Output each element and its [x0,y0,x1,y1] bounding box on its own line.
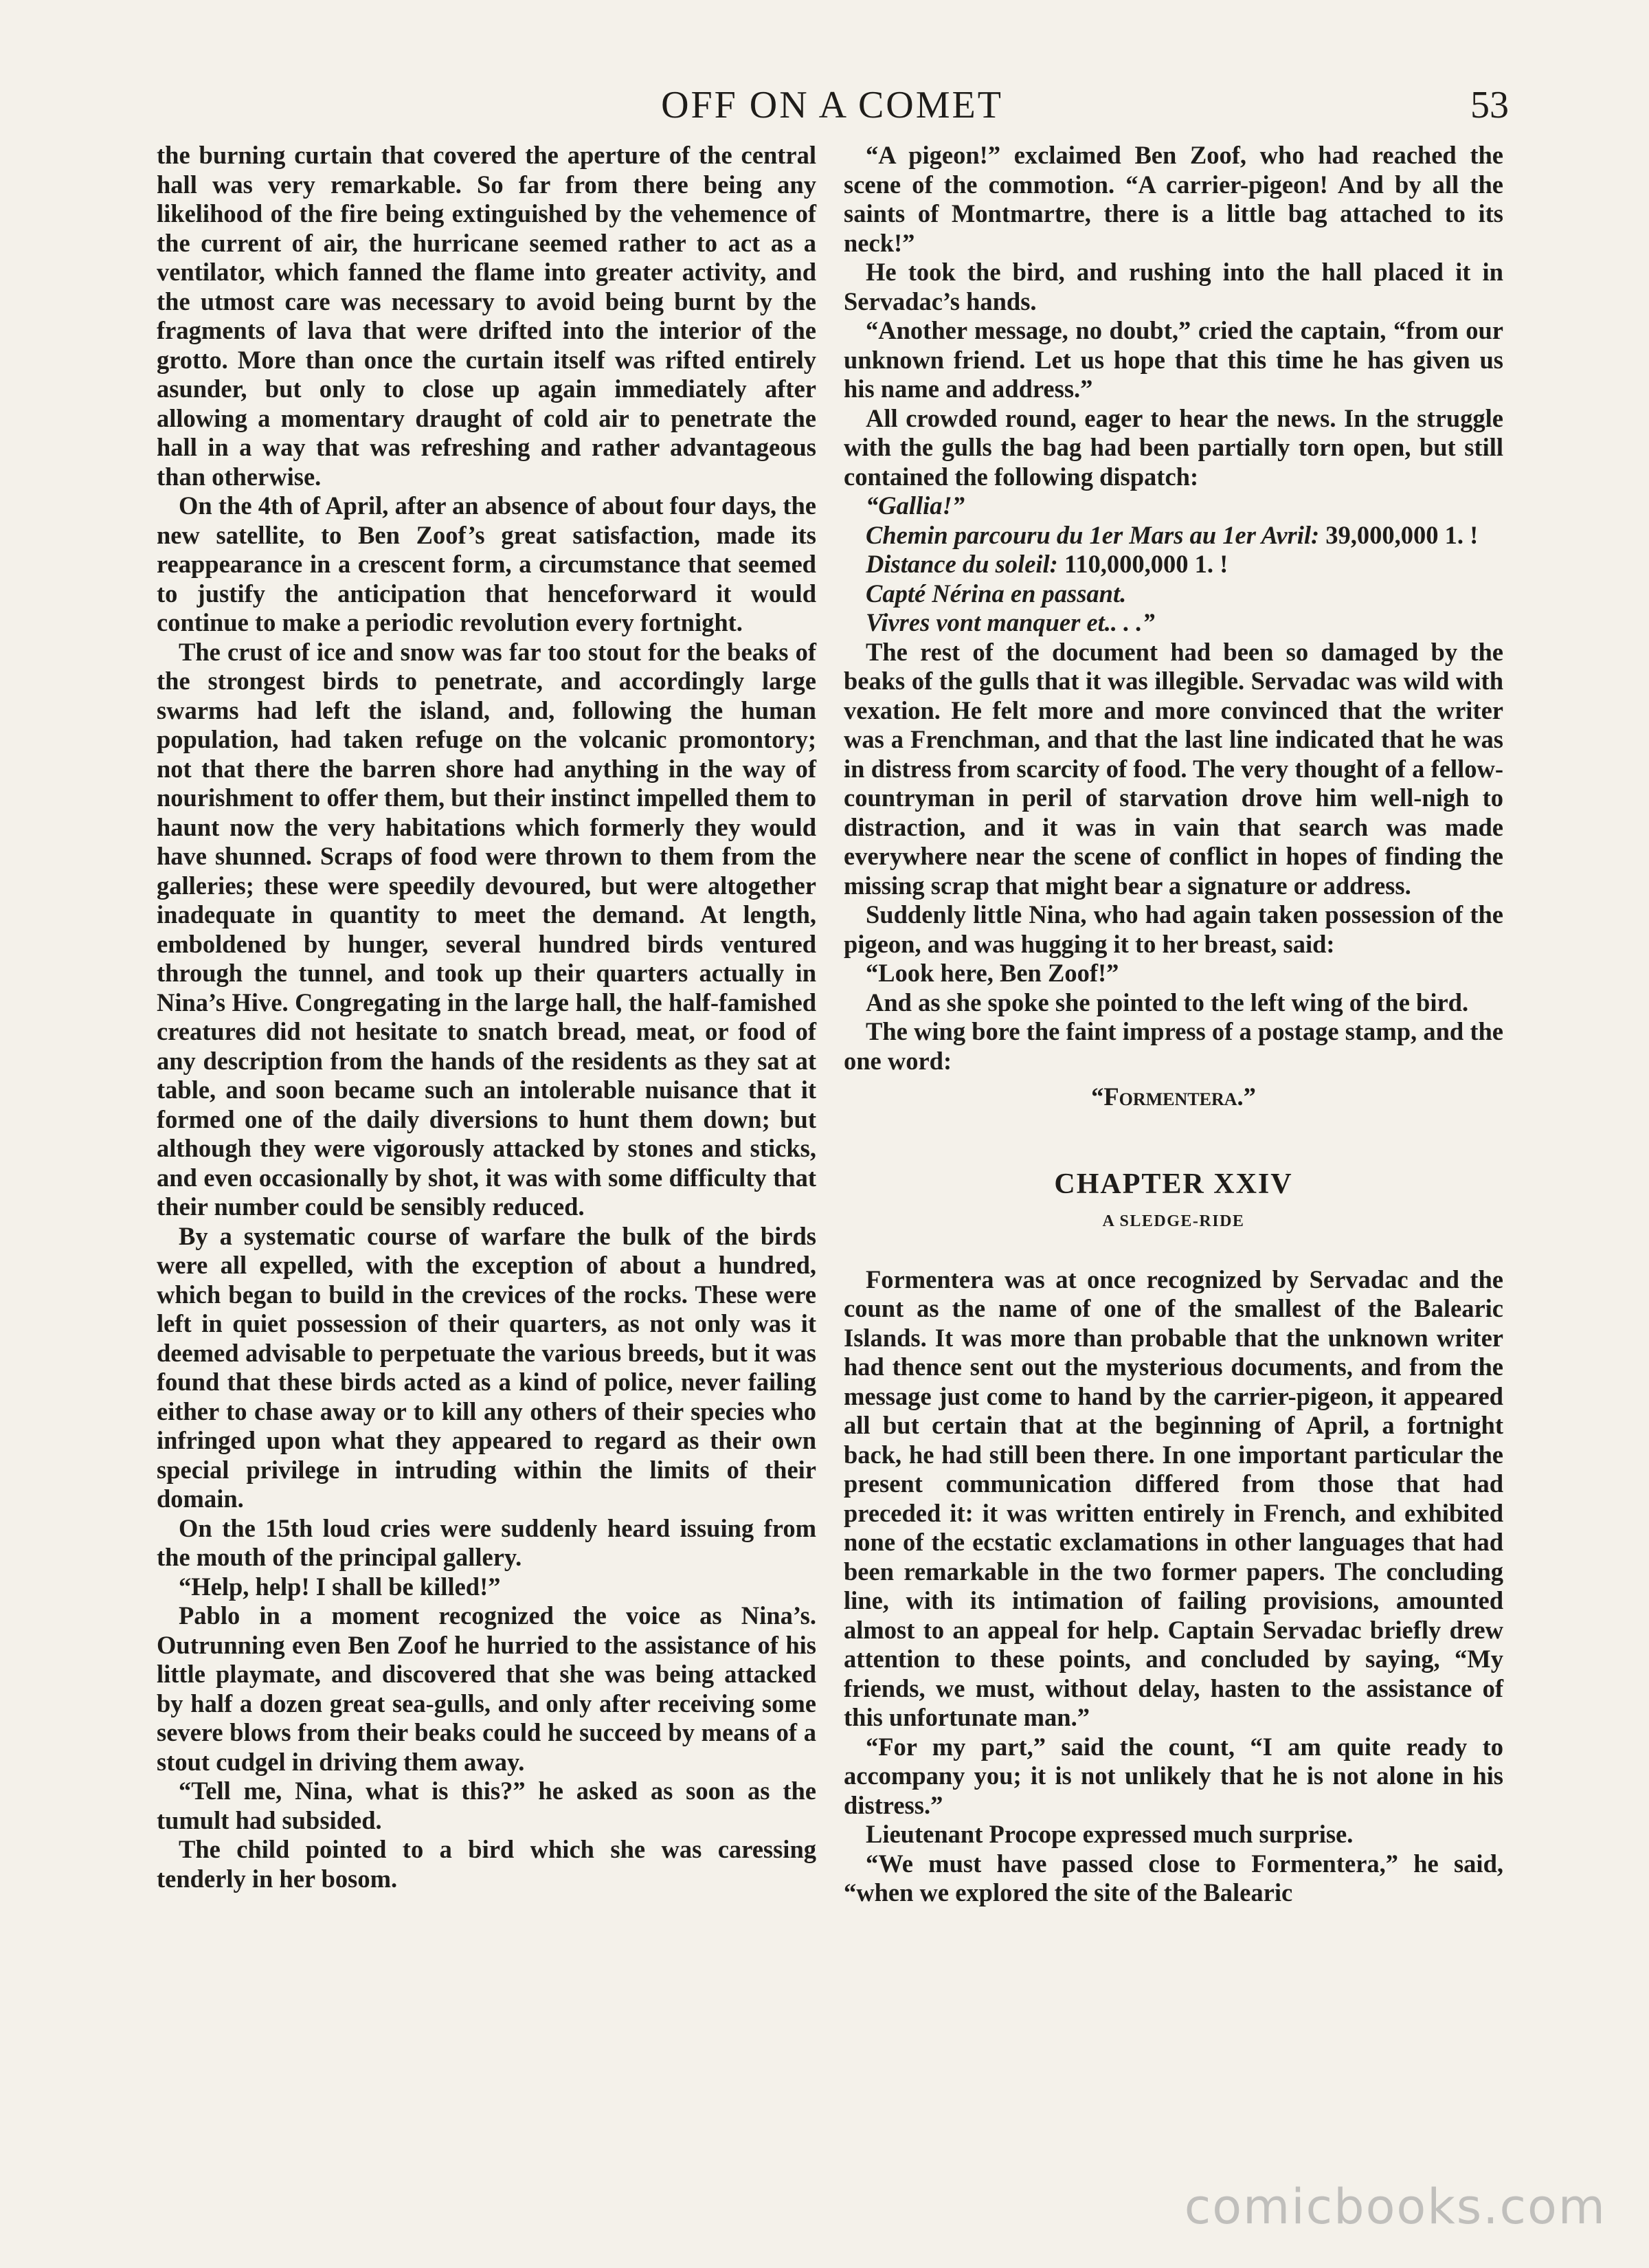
paragraph: Suddenly little Nina, who had again taken possession of the pigeon, and was hugging it to her breast, said: [844,900,1503,958]
paragraph: Pablo in a moment recognized the voice as Nina’s. Outrunning even Ben Zoof he hurried to the assistance of his little playmate, and discovered that she was being attacked by half a dozen great sea-gulls, and only after receiving some severe blows from their beaks could he succeed by means of a stout cudgel in driving them away. [157,1601,816,1776]
running-title: OFF ON A COMET [661,84,1003,126]
paragraph: “Another message, no doubt,” cried the captain, “from our unknown friend. Let us hope that this time he has given us his name and address.” [844,316,1503,403]
dispatch-line-value: 110,000,000 1. ! [1064,550,1229,578]
paragraph: On the 4th of April, after an absence of about four days, the new satellite, to Ben Zoof’s great satisfaction, made its reappearance in a crescent form, a circumstance that seemed to justify the anticipation that henceforward it would continue to make a periodic revolution every fortnight. [157,491,816,636]
chapter-heading: CHAPTER XXIV [1054,1168,1293,1200]
paragraph: The wing bore the faint impress of a postage stamp, and the one word: [844,1017,1503,1075]
paragraph: Formentera was at once recognized by Servadac and the count as the name of one of the smallest of the Balearic Islands. It was more than probable that the unknown writer had thence sent out the mysterious documents, and from the message just come to hand by the carrier-pigeon, it appeared all but certain that at the beginning of April, a fortnight back, he had still been there. In one important particular the present communication differed from those that had preceded it: it was written entirely in French, and exhibited none of the ecstatic exclamations in other languages that had been remarkable in the two former papers. The concluding line, with its intimation of failing provisions, amounted almost to an appeal for help. Captain Servadac briefly drew attention to these points, and concluded by saying, “My friends, we must, without delay, hasten to the assistance of this unfortunate man.” [844,1265,1503,1731]
dispatch-text [844,491,1503,638]
paragraph: “A pigeon!” exclaimed Ben Zoof, who had reached the scene of the commotion. “A carrier-pigeon! And by all the saints of Montmartre, there is a little bag attached to its neck!” [844,141,1503,257]
paragraph: The child pointed to a bird which she was caressing tenderly in her bosom. [157,1835,816,1893]
paragraph: “We must have passed close to Formentera,” he said, “when we explored the site of the Balearic [844,1849,1503,1906]
left-column [157,141,816,1893]
paragraph: “Tell me, Nina, what is this?” he asked as soon as the tumult had subsided. [157,1777,816,1834]
paragraph: the burning curtain that covered the aperture of the central hall was very remarkable. So far from there being any likelihood of the fire being extinguished by the vehemence of the current of air, the hurricane seemed rather to act as a ventilator, which fanned the flame into greater activity, and the utmost care was necessary to avoid being burnt by the fragments of lava that were drifted into the interior of the grotto. More than once the curtain itself was rifted entirely asunder, but only to close up again immediately after allowing a momentary draught of cold air to penetrate the hall in a way that was refreshing and rather advantageous than otherwise. [157,141,816,491]
dispatch-line [844,550,1503,579]
paragraph: By a systematic course of warfare the bulk of the birds were all expelled, with the exception of about a hundred, which began to build in the crevices of the rocks. These were left in quiet possession of their quarters, as not only was it deemed advisable to perpetuate the various breeds, but it was found that these birds acted as a kind of police, never failing either to chase away or to kill any others of their species who infringed upon what they appeared to regard as their own special privilege in intruding within the limits of their domain. [157,1221,816,1513]
wing-word: “Formentera.” [1091,1082,1256,1111]
dispatch-line: “Gallia!” [866,491,965,520]
dispatch-line-value: 39,000,000 1. ! [1325,520,1479,549]
paragraph: The crust of ice and snow was far too stout for the beaks of the strongest birds to penetrate, and accordingly large swarms had left the island, and, following the human population, had taken refuge on the volcanic promontory; not that there the barren shore had anything in the way of nourishment to offer them, but their instinct impelled them to haunt now the very habitations which formerly they would have shunned. Scraps of food were thrown to them from the galleries; these were speedily devoured, but were altogether inadequate in quantity to meet the demand. At length, emboldened by hunger, several hundred birds ventured through the tunnel, and took up their quarters actually in Nina’s Hive. Congregating in the large hall, the half-famished creatures did not hesitate to snatch bread, meat, or food of any description from the hands of the residents as they sat at table, and soon became such an intolerable nuisance that it formed one of the daily diversions to hunt them down; but although they were vigorously attacked by stones and sticks, and even occasionally by shot, it was with some difficulty that their number could be sensibly reduced. [157,637,816,1221]
page-number: 53 [1470,84,1509,126]
dispatch-line-text: Distance du soleil: [866,550,1058,578]
paragraph: “Help, help! I shall be killed!” [179,1572,501,1601]
paragraph: And as she spoke she pointed to the left wing of the bird. [866,988,1469,1016]
paragraph: The rest of the document had been so damaged by the beaks of the gulls that it was illegible. Servadac was wild with vexation. He felt more and more convinced that the writer was a Frenchman, and that the last line indicated that he was in distress from scarcity of food. The very thought of a fellow-countryman in peril of starvation drove him well-nigh to distraction, and it was in vain that search was made everywhere near the scene of conflict in hopes of finding the missing scrap that might bear a signature or address. [844,637,1503,900]
paragraph: On the 15th loud cries were suddenly heard issuing from the mouth of the principal gallery. [157,1513,816,1571]
chapter-subtitle: A SLEDGE-RIDE [1102,1212,1245,1230]
right-column [844,141,1503,1908]
dispatch-line: Capté Nérina en passant. [866,579,1127,608]
paragraph: Lieutenant Procope expressed much surprise. [866,1820,1354,1848]
paragraph: He took the bird, and rushing into the hall placed it in Servadac’s hands. [844,258,1503,315]
dispatch-line [844,521,1503,551]
paragraph: “For my part,” said the count, “I am quite ready to accompany you; it is not unlikely that he is not alone in his distress.” [844,1732,1503,1819]
paragraph: “Look here, Ben Zoof!” [866,959,1119,987]
running-head [155,81,1509,129]
dispatch-line-text: Chemin parcouru du 1er Mars au 1er Avril: [866,520,1320,549]
watermark: comicbooks.com [1184,2179,1606,2235]
dispatch-line: Vivres vont manquer et.. . .” [866,608,1155,636]
paragraph: All crowded round, eager to hear the news. In the struggle with the gulls the bag had been partially torn open, but still contained the following dispatch: [844,403,1503,491]
